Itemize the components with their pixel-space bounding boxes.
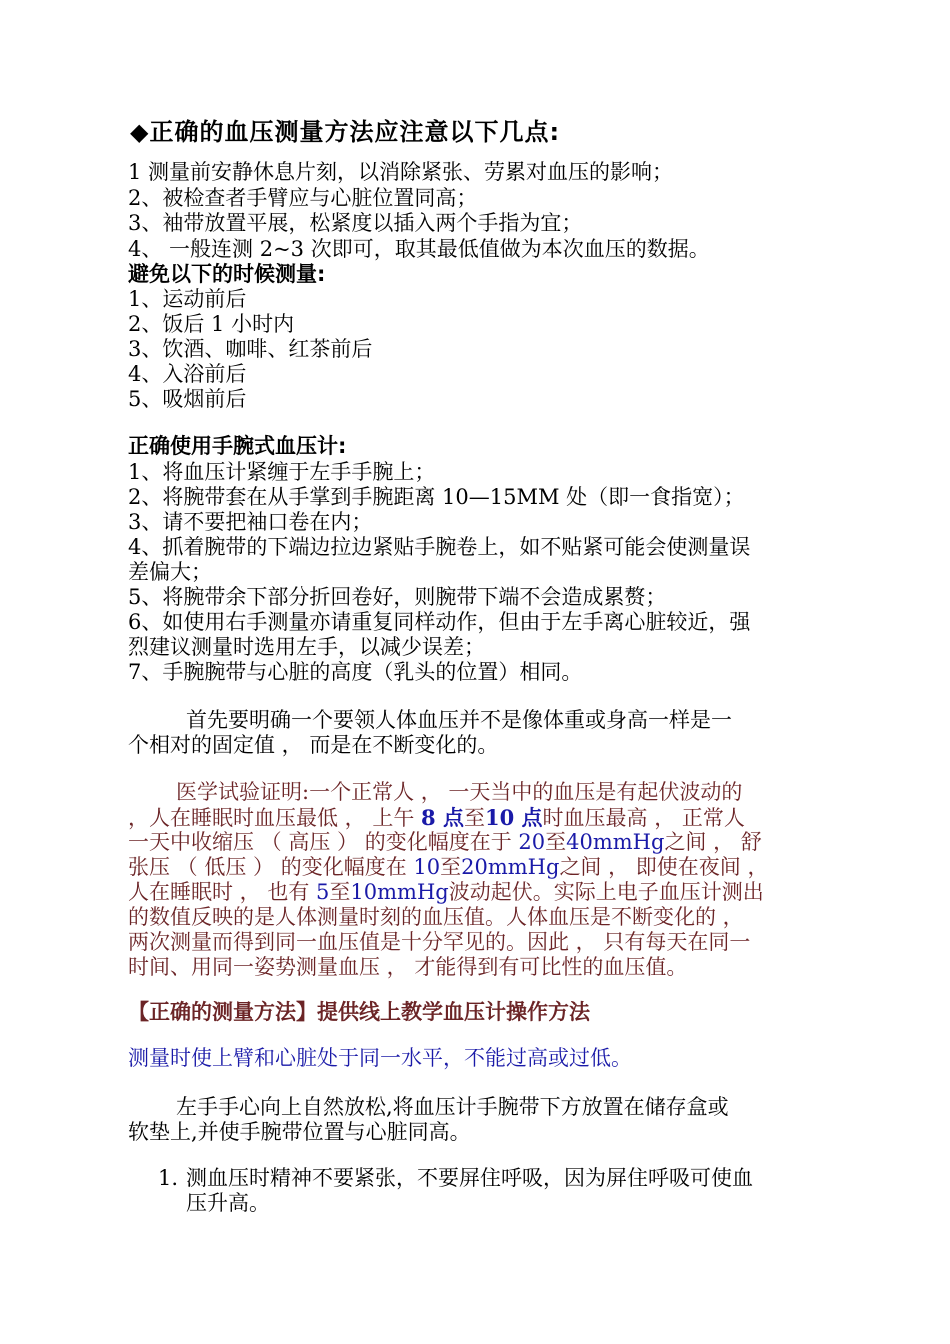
list-item: 4、抓着腕带的下端边拉边紧贴手腕卷上，如不贴紧可能会使测量误	[128, 535, 751, 559]
text: 人在睡眠时 ， 也有	[128, 880, 310, 904]
list-marker: 1.	[158, 1166, 179, 1190]
list-item: 4、 一般连测 2~3 次即可，取其最低值做为本次血压的数据。	[128, 237, 710, 261]
paragraph-line: 左手手心向上自然放松,将血压计手腕带下方放置在储存盒或	[176, 1095, 729, 1119]
highlighted-instruction: 测量时使上臂和心脏处于同一水平，不能过高或过低。	[128, 1046, 632, 1070]
highlight-value: 8 点	[421, 805, 464, 830]
highlight-value: 40mmHg	[566, 830, 665, 854]
paragraph-line: 软垫上,并使手腕带位置与心脏同高。	[128, 1120, 471, 1144]
text: 波动起伏。实际上电子血压计测出	[448, 880, 764, 904]
list-item: 1、将血压计紧缠于左手手腕上；	[128, 460, 436, 484]
text: 至	[545, 830, 567, 854]
paragraph-line: 医学试验证明:一个正常人 ， 一天当中的血压是有起伏波动的	[176, 780, 743, 804]
highlight-value: 10 点	[484, 805, 543, 830]
paragraph-line: 首先要明确一个要领人体血压并不是像体重或身高一样是一	[186, 708, 732, 732]
list-item: 1 测量前安静休息片刻，以消除紧张、劳累对血压的影响；	[128, 160, 674, 184]
text: 张压 （ 低压 ） 的变化幅度在	[128, 855, 407, 879]
section-title-avoid: 避免以下的时候测量:	[128, 262, 326, 286]
text: 之间 ， 即使在夜间 ，	[559, 855, 769, 879]
list-item: 2、饭后 1 小时内	[128, 312, 295, 336]
list-item: 3、袖带放置平展，松紧度以插入两个手指为宜；	[128, 211, 583, 235]
section-title-wrist-monitor: 正确使用手腕式血压计:	[128, 434, 347, 458]
highlight-value: 10mmHg	[350, 880, 449, 904]
paragraph-line	[128, 855, 768, 880]
section-title-correct-method: ◆正确的血压测量方法应注意以下几点:	[130, 118, 561, 146]
text: 至	[463, 806, 485, 830]
list-item: 压升高。	[186, 1191, 270, 1215]
list-item: 5、吸烟前后	[128, 387, 247, 411]
list-item: 差偏大；	[128, 560, 212, 584]
list-item: 2、将腕带套在从手掌到手腕距离 10—15MM 处（即一食指宽）；	[128, 485, 745, 509]
text: 之间 ， 舒	[664, 830, 762, 854]
list-item: 1、运动前后	[128, 287, 247, 311]
paragraph-line	[128, 880, 764, 905]
paragraph-line: 时间、用同一姿势测量血压 ， 才能得到有可比性的血压值。	[128, 955, 688, 979]
list-item: 烈建议测量时选用左手，以减少误差；	[128, 635, 485, 659]
list-item: 4、入浴前后	[128, 362, 247, 386]
paragraph-line: 两次测量而得到同一血压值是十分罕见的。因此 ， 只有每天在同一	[128, 930, 751, 954]
paragraph-line	[128, 830, 762, 855]
highlight-value: 20mmHg	[461, 855, 560, 879]
text: 一天中收缩压 （ 高压 ） 的变化幅度在于	[128, 830, 512, 854]
list-item: 测血压时精神不要紧张，不要屏住呼吸，因为屏住呼吸可使血	[186, 1166, 753, 1190]
text: 至	[329, 880, 351, 904]
list-item: 7、手腕腕带与心脏的高度（乳头的位置）相同。	[128, 660, 583, 684]
highlight-value: 5	[316, 880, 330, 904]
list-item: 5、将腕带余下部分折回卷好，则腕带下端不会造成累赘；	[128, 585, 667, 609]
paragraph-line: 的数值反映的是人体测量时刻的血压值。人体血压是不断变化的 ，	[128, 905, 744, 929]
section-heading-method: 【正确的测量方法】提供线上教学血压计操作方法	[128, 1000, 590, 1024]
highlight-value: 10	[413, 855, 441, 879]
list-item: 3、饮酒、咖啡、红茶前后	[128, 337, 373, 361]
paragraph-line	[128, 805, 745, 831]
list-item: 2、被检查者手臂应与心脏位置同高；	[128, 186, 478, 210]
text: 时血压最高 ， 正常人	[542, 806, 745, 830]
paragraph-line: 个相对的固定值 ， 而是在不断变化的。	[128, 733, 499, 757]
list-item: 3、请不要把袖口卷在内；	[128, 510, 373, 534]
list-item: 6、如使用右手测量亦请重复同样动作，但由于左手离心脏较近，强	[128, 610, 751, 634]
highlight-value: 20	[518, 830, 546, 854]
text: 至	[440, 855, 462, 879]
text: ，人在睡眠时血压最低 ， 上午	[128, 806, 415, 830]
